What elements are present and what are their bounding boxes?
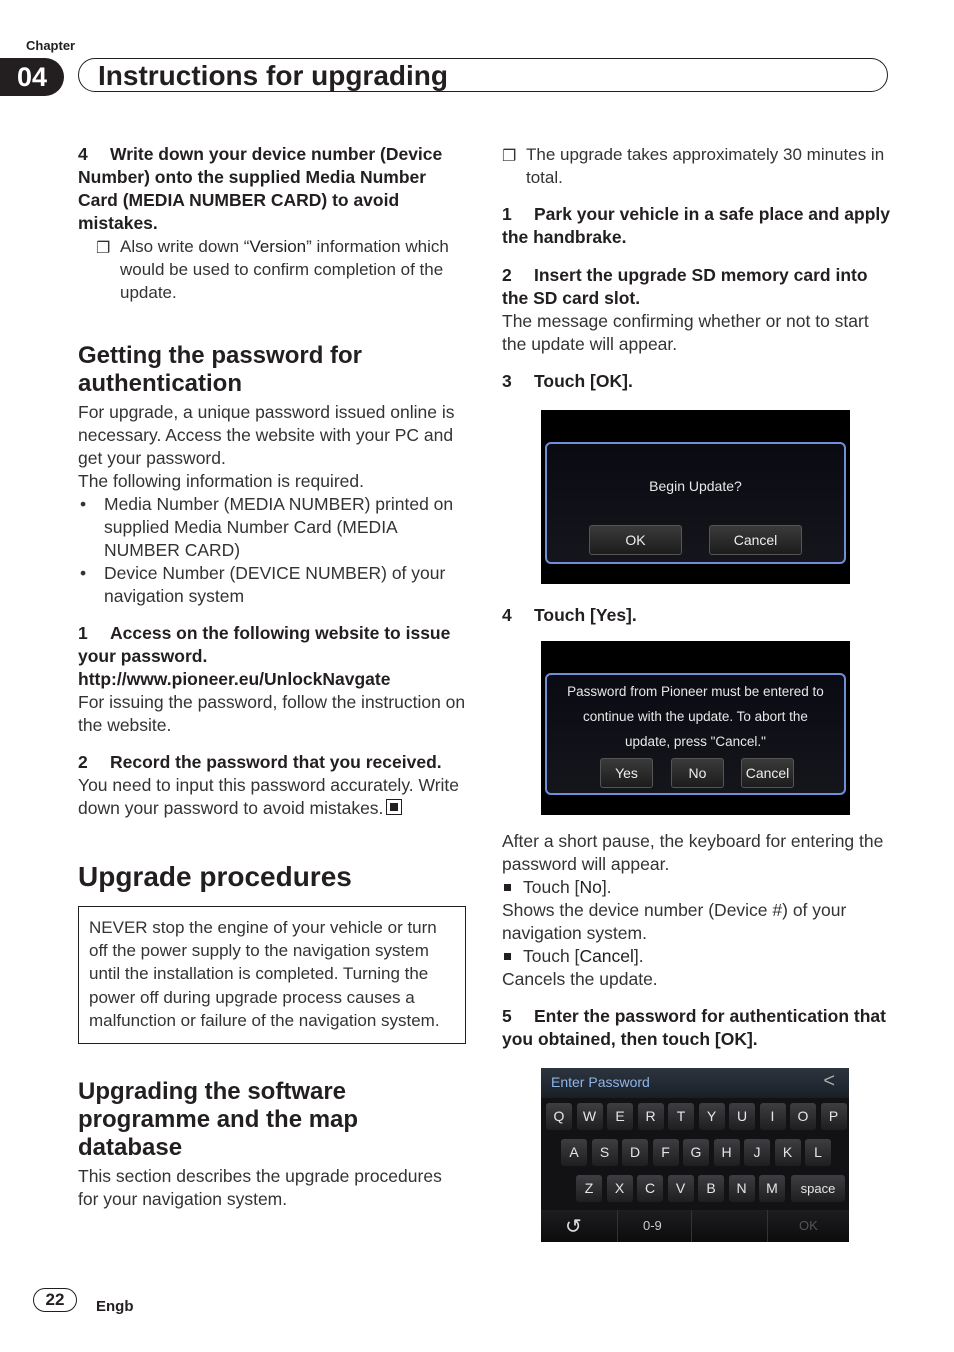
space-key[interactable]: space — [791, 1175, 845, 1202]
cancel-button[interactable]: Cancel — [709, 525, 802, 555]
software-heading: Upgrading the software programme and the map database — [78, 1078, 359, 1162]
touch-cancel-item: Touch [Cancel]. — [502, 945, 894, 968]
key-p[interactable]: P — [821, 1103, 847, 1130]
key-t[interactable]: T — [668, 1103, 694, 1130]
numbers-key[interactable]: 0-9 — [643, 1218, 662, 1233]
square-bullet-icon — [504, 884, 511, 891]
step-2-body: You need to input this password accurately. Write down your password to avoid mistakes. — [78, 775, 460, 818]
right-after-pause — [502, 830, 894, 1051]
step-2-record-password: 2 Record the password that you received. — [78, 752, 442, 772]
begin-update-message: Begin Update? — [649, 478, 742, 494]
step-1-access-website: 1 Access on the following website to issue your password. — [78, 623, 451, 666]
key-n[interactable]: N — [729, 1175, 755, 1202]
password-prompt-screen — [541, 641, 850, 815]
key-s[interactable]: S — [592, 1139, 618, 1166]
key-l[interactable]: L — [805, 1139, 831, 1166]
key-x[interactable]: X — [607, 1175, 633, 1202]
password-required: The following information is required. — [78, 471, 364, 491]
step-4-touch-yes: 4 Touch [Yes]. — [502, 605, 637, 625]
square-bullet-icon — [504, 953, 511, 960]
key-u[interactable]: U — [729, 1103, 755, 1130]
key-k[interactable]: K — [775, 1139, 801, 1166]
password-url: http://www.pioneer.eu/UnlockNavgate — [78, 669, 391, 689]
key-w[interactable]: W — [577, 1103, 603, 1130]
key-a[interactable]: A — [561, 1139, 587, 1166]
key-j[interactable]: J — [744, 1139, 770, 1166]
warning-box: NEVER stop the engine of your vehicle or turn off the power supply to the navigation system until the installation is completed. Turning the power off during upgrade process causes a malfunction or failure of the navigation system. — [78, 906, 466, 1044]
keyboard-bottom-bar — [541, 1210, 849, 1242]
chapter-label: Chapter — [26, 38, 76, 53]
step-2-body: The message confirming whether or not to start the update will appear. — [502, 311, 869, 354]
no-button[interactable]: No — [671, 758, 724, 788]
key-g[interactable]: G — [683, 1139, 709, 1166]
touch-no-item: Touch [No]. — [502, 876, 894, 899]
list-item: • Media Number (MEDIA NUMBER) printed on supplied Media Number Card (MEDIA NUMBER CARD) — [80, 494, 454, 560]
language-code: Engb — [96, 1298, 134, 1315]
step-5-enter-password: 5 Enter the password for authentication that you obtained, then touch [OK]. — [502, 1006, 886, 1049]
key-q[interactable]: Q — [546, 1103, 572, 1130]
key-d[interactable]: D — [622, 1139, 648, 1166]
key-i[interactable]: I — [760, 1103, 786, 1130]
password-prompt-dialog — [545, 673, 846, 795]
backspace-icon[interactable]: < — [823, 1070, 835, 1092]
list-item: • Device Number (DEVICE NUMBER) of your navigation system — [80, 563, 446, 606]
step-2-insert-sd: 2 Insert the upgrade SD memory card into the SD card slot. — [502, 265, 868, 308]
duration-note: ❐ The upgrade takes approximately 30 minutes in total. — [502, 145, 885, 187]
required-info-list — [78, 493, 466, 608]
key-c[interactable]: C — [637, 1175, 663, 1202]
software-body: This section describes the upgrade procedures for your navigation system. — [78, 1166, 442, 1210]
touch-no-description: Shows the device number (Device #) of your navigation system. — [502, 900, 847, 943]
begin-update-dialog — [545, 442, 846, 564]
checkbox-glyph-icon: ❐ — [96, 240, 111, 257]
step-1-body: For issuing the password, follow the instruction on the website. — [78, 692, 466, 735]
end-mark-icon — [386, 799, 402, 815]
upgrade-heading: Upgrade procedures — [78, 861, 352, 892]
touch-cancel-description: Cancels the update. — [502, 969, 658, 989]
key-h[interactable]: H — [714, 1139, 740, 1166]
checkbox-glyph-icon: ❐ — [502, 148, 517, 165]
key-m[interactable]: M — [759, 1175, 785, 1202]
right-column — [502, 143, 892, 393]
step-1-park: 1 Park your vehicle in a safe place and apply the handbrake. — [502, 204, 890, 247]
key-y[interactable]: Y — [699, 1103, 725, 1130]
ok-key[interactable]: OK — [799, 1218, 818, 1233]
key-e[interactable]: E — [607, 1103, 633, 1130]
step-4-write-device: 4 Write down your device number (Device Number) onto the supplied Media Number Card (MEDIA NUMBER CARD) to avoid mistakes. — [78, 144, 443, 233]
cancel-button[interactable]: Cancel — [741, 758, 794, 788]
after-pause-text: After a short pause, the keyboard for entering the password will appear. — [502, 831, 884, 874]
begin-update-screen — [541, 410, 850, 584]
step-3-touch-ok: 3 Touch [OK]. — [502, 371, 633, 391]
key-z[interactable]: Z — [576, 1175, 602, 1202]
page-number: 22 — [33, 1288, 77, 1312]
ok-button[interactable]: OK — [589, 525, 682, 555]
key-v[interactable]: V — [668, 1175, 694, 1202]
version-note: ❐ Also write down “Version” information which would be used to confirm completion of the update. — [96, 237, 449, 302]
key-b[interactable]: B — [698, 1175, 724, 1202]
password-prompt-message: Password from Pioneer must be entered to continue with the update. To abort the update, press "Cancel." — [567, 684, 824, 749]
password-keyboard-screen — [541, 1068, 849, 1242]
key-f[interactable]: F — [653, 1139, 679, 1166]
chapter-number: 04 — [0, 58, 64, 96]
page-title: Instructions for upgrading — [98, 60, 448, 91]
right-step4 — [502, 604, 892, 627]
password-heading: Getting the password for authentication — [78, 342, 363, 397]
keyboard-title: Enter Password — [551, 1074, 650, 1090]
keyboard-title-bar — [541, 1068, 849, 1098]
back-arrow-icon[interactable]: ↺ — [565, 1216, 582, 1238]
yes-button[interactable]: Yes — [600, 758, 653, 788]
key-r[interactable]: R — [638, 1103, 664, 1130]
left-column — [78, 143, 466, 1211]
key-o[interactable]: O — [790, 1103, 816, 1130]
password-intro: For upgrade, a unique password issued online is necessary. Access the website with your PC and get your password. — [78, 402, 455, 468]
